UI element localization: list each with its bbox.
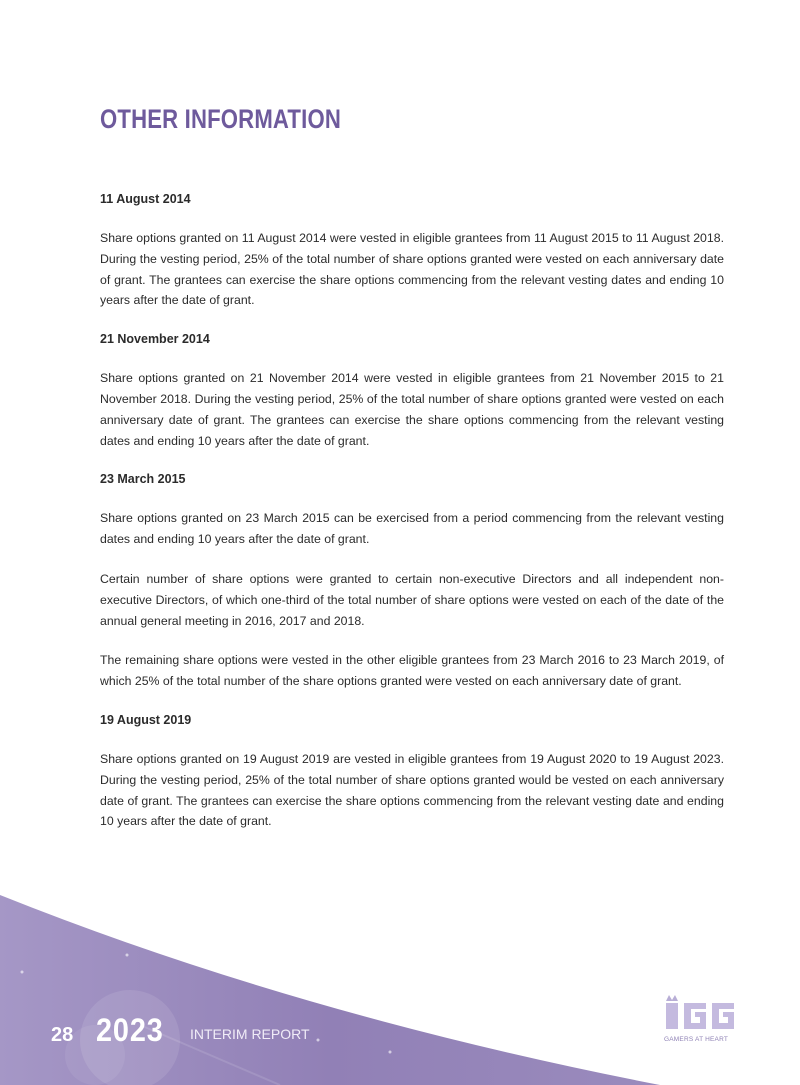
document-body <box>100 190 724 851</box>
igg-logo <box>660 995 740 1031</box>
section-heading: 21 November 2014 <box>100 332 210 347</box>
paragraph: Certain number of share options were granted to certain non-executive Directors and all independent non-executive Directors, of which one-third of the total number of share options were vested on each of the date of the annual general meeting in 2016, 2017 and 2018. <box>100 571 724 628</box>
section-11-august-2014 <box>100 190 724 311</box>
paragraph: Share options granted on 19 August 2019 are vested in eligible grantees from 19 August 2020 to 19 August 2023. During the vesting period, 25% of the total number of share options granted would be vested on each anniversary date of grant. The grantees can exercise the share options commencing from the relevant vesting date and ending 10 years after the date of grant. <box>100 751 724 829</box>
report-year: 2023 <box>96 1012 164 1048</box>
footer-band <box>0 885 800 1085</box>
section-heading: 19 August 2019 <box>100 712 192 727</box>
logo-tagline: GAMERS AT HEART <box>664 1036 729 1043</box>
paragraph: Share options granted on 21 November 2014 were vested in eligible grantees from 21 November 2015 to 21 November 2018. During the vesting period, 25% of the total number of share options granted were vested on each anniversary date of grant. The grantees can exercise the share options commencing from the relevant vesting dates and ending 10 years after the date of grant. <box>100 371 724 448</box>
section-21-november-2014 <box>100 330 724 451</box>
page-title: OTHER INFORMATION <box>100 104 341 134</box>
paragraph: The remaining share options were vested in the other eligible grantees from 23 March 2016 to 23 March 2019, of which 25% of the total number of the share options granted were vested on each anniversary date of grant. <box>100 653 724 689</box>
paragraph: Share options granted on 23 March 2015 can be exercised from a period commencing from the relevant vesting dates and ending 10 years after the date of grant. <box>100 511 724 547</box>
section-23-march-2015 <box>100 470 724 692</box>
report-name: INTERIM REPORT <box>190 1026 310 1042</box>
section-heading: 11 August 2014 <box>100 192 191 206</box>
section-19-august-2019 <box>100 711 724 832</box>
paragraph: Share options granted on 11 August 2014 were vested in eligible grantees from 11 August 2015 to 11 August 2018. During the vesting period, 25% of the total number of share options granted were vested on each anniversary date of grant. The grantees can exercise the share options commencing from the relevant vesting dates and ending 10 years after the date of grant. <box>100 231 724 308</box>
page-number: 28 <box>51 1024 74 1046</box>
section-heading: 23 March 2015 <box>100 472 186 487</box>
